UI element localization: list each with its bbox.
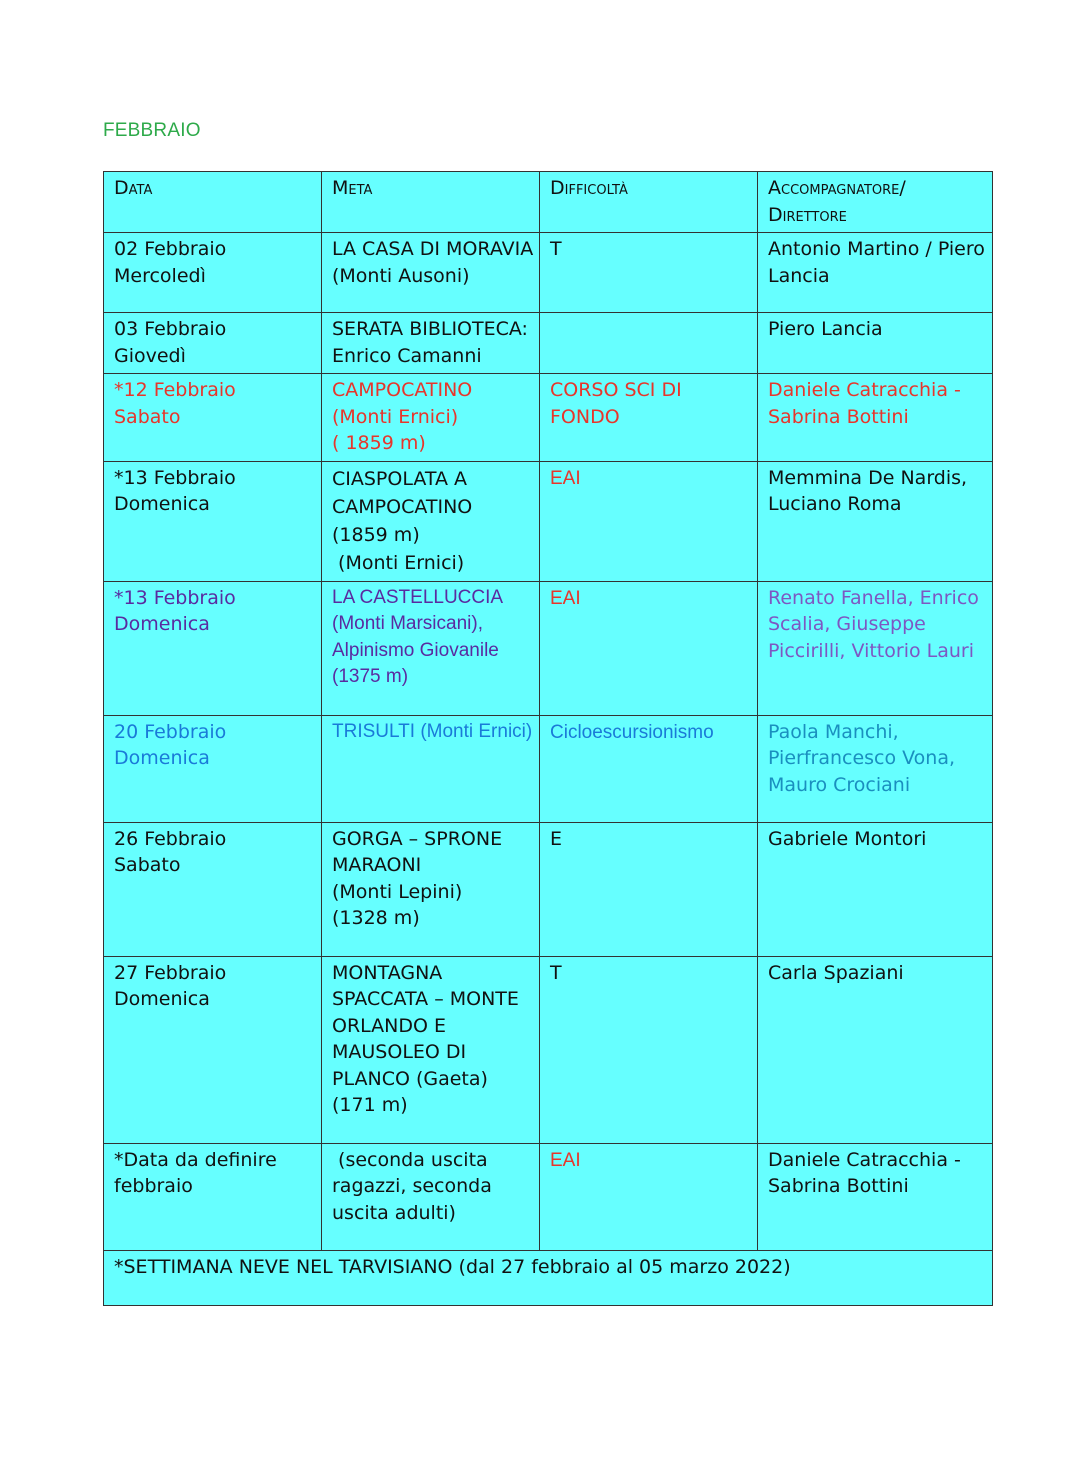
cell-difficolta [540,313,758,374]
cell-data: 03 Febbraio Giovedì [104,313,322,374]
cell-accompagnatore: Piero Lancia [758,313,993,374]
header-data: Data [104,172,322,233]
cell-meta: LA CASTELLUCCIA (Monti Marsicani), Alpinismo Giovanile (1375 m) [322,581,540,715]
table-row [104,374,993,462]
table-row [104,715,993,822]
cell-accompagnatore: Memmina De Nardis, Luciano Roma [758,461,993,581]
cell-difficolta: EAI [540,581,758,715]
table-footer-row [104,1250,993,1305]
cell-data: 26 Febbraio Sabato [104,822,322,956]
table-row [104,313,993,374]
cell-difficolta: T [540,233,758,313]
cell-data: *Data da definire febbraio [104,1143,322,1250]
cell-data: *12 Febbraio Sabato [104,374,322,462]
cell-accompagnatore: Paola Manchi, Pierfrancesco Vona, Mauro Crociani [758,715,993,822]
cell-accompagnatore: Gabriele Montori [758,822,993,956]
cell-difficolta: T [540,956,758,1143]
table-header-row [104,172,993,233]
cell-difficolta: EAI [540,1143,758,1250]
cell-difficolta: Cicloescursionismo [540,715,758,822]
cell-difficolta: E [540,822,758,956]
cell-meta: CAMPOCATINO (Monti Ernici) ( 1859 m) [322,374,540,462]
cell-accompagnatore: Antonio Martino / Piero Lancia [758,233,993,313]
cell-accompagnatore: Daniele Catracchia - Sabrina Bottini [758,374,993,462]
cell-difficolta: EAI [540,461,758,581]
table-row [104,1143,993,1250]
cell-meta: (seconda uscita ragazzi, seconda uscita adulti) [322,1143,540,1250]
header-accompagnatore: Accompagnatore/ Direttore [758,172,993,233]
cell-meta: LA CASA DI MORAVIA (Monti Ausoni) [322,233,540,313]
cell-data: 02 Febbraio Mercoledì [104,233,322,313]
cell-accompagnatore: Renato Fanella, Enrico Scalia, Giuseppe Piccirilli, Vittorio Lauri [758,581,993,715]
schedule-table [103,171,993,1306]
cell-accompagnatore: Carla Spaziani [758,956,993,1143]
table-row [104,461,993,581]
cell-data: 20 Febbraio Domenica [104,715,322,822]
cell-meta: TRISULTI (Monti Ernici) [322,715,540,822]
table-row [104,233,993,313]
table-row [104,956,993,1143]
cell-meta: MONTAGNA SPACCATA – MONTE ORLANDO E MAUSOLEO DI PLANCO (Gaeta) (171 m) [322,956,540,1143]
cell-accompagnatore: Daniele Catracchia - Sabrina Bottini [758,1143,993,1250]
cell-data: 27 Febbraio Domenica [104,956,322,1143]
table-row [104,822,993,956]
header-difficolta: Difficoltà [540,172,758,233]
cell-meta: GORGA – SPRONE MARAONI (Monti Lepini) (1328 m) [322,822,540,956]
cell-meta: SERATA BIBLIOTECA: Enrico Camanni [322,313,540,374]
month-title: FEBBRAIO [103,120,201,141]
footer-note: *SETTIMANA NEVE NEL TARVISIANO (dal 27 febbraio al 05 marzo 2022) [104,1250,993,1305]
header-meta: Meta [322,172,540,233]
cell-data: *13 Febbraio Domenica [104,461,322,581]
cell-difficolta: CORSO SCI DI FONDO [540,374,758,462]
cell-meta: CIASPOLATA A CAMPOCATINO (1859 m) (Monti Ernici) [322,461,540,581]
table-row [104,581,993,715]
cell-data: *13 Febbraio Domenica [104,581,322,715]
